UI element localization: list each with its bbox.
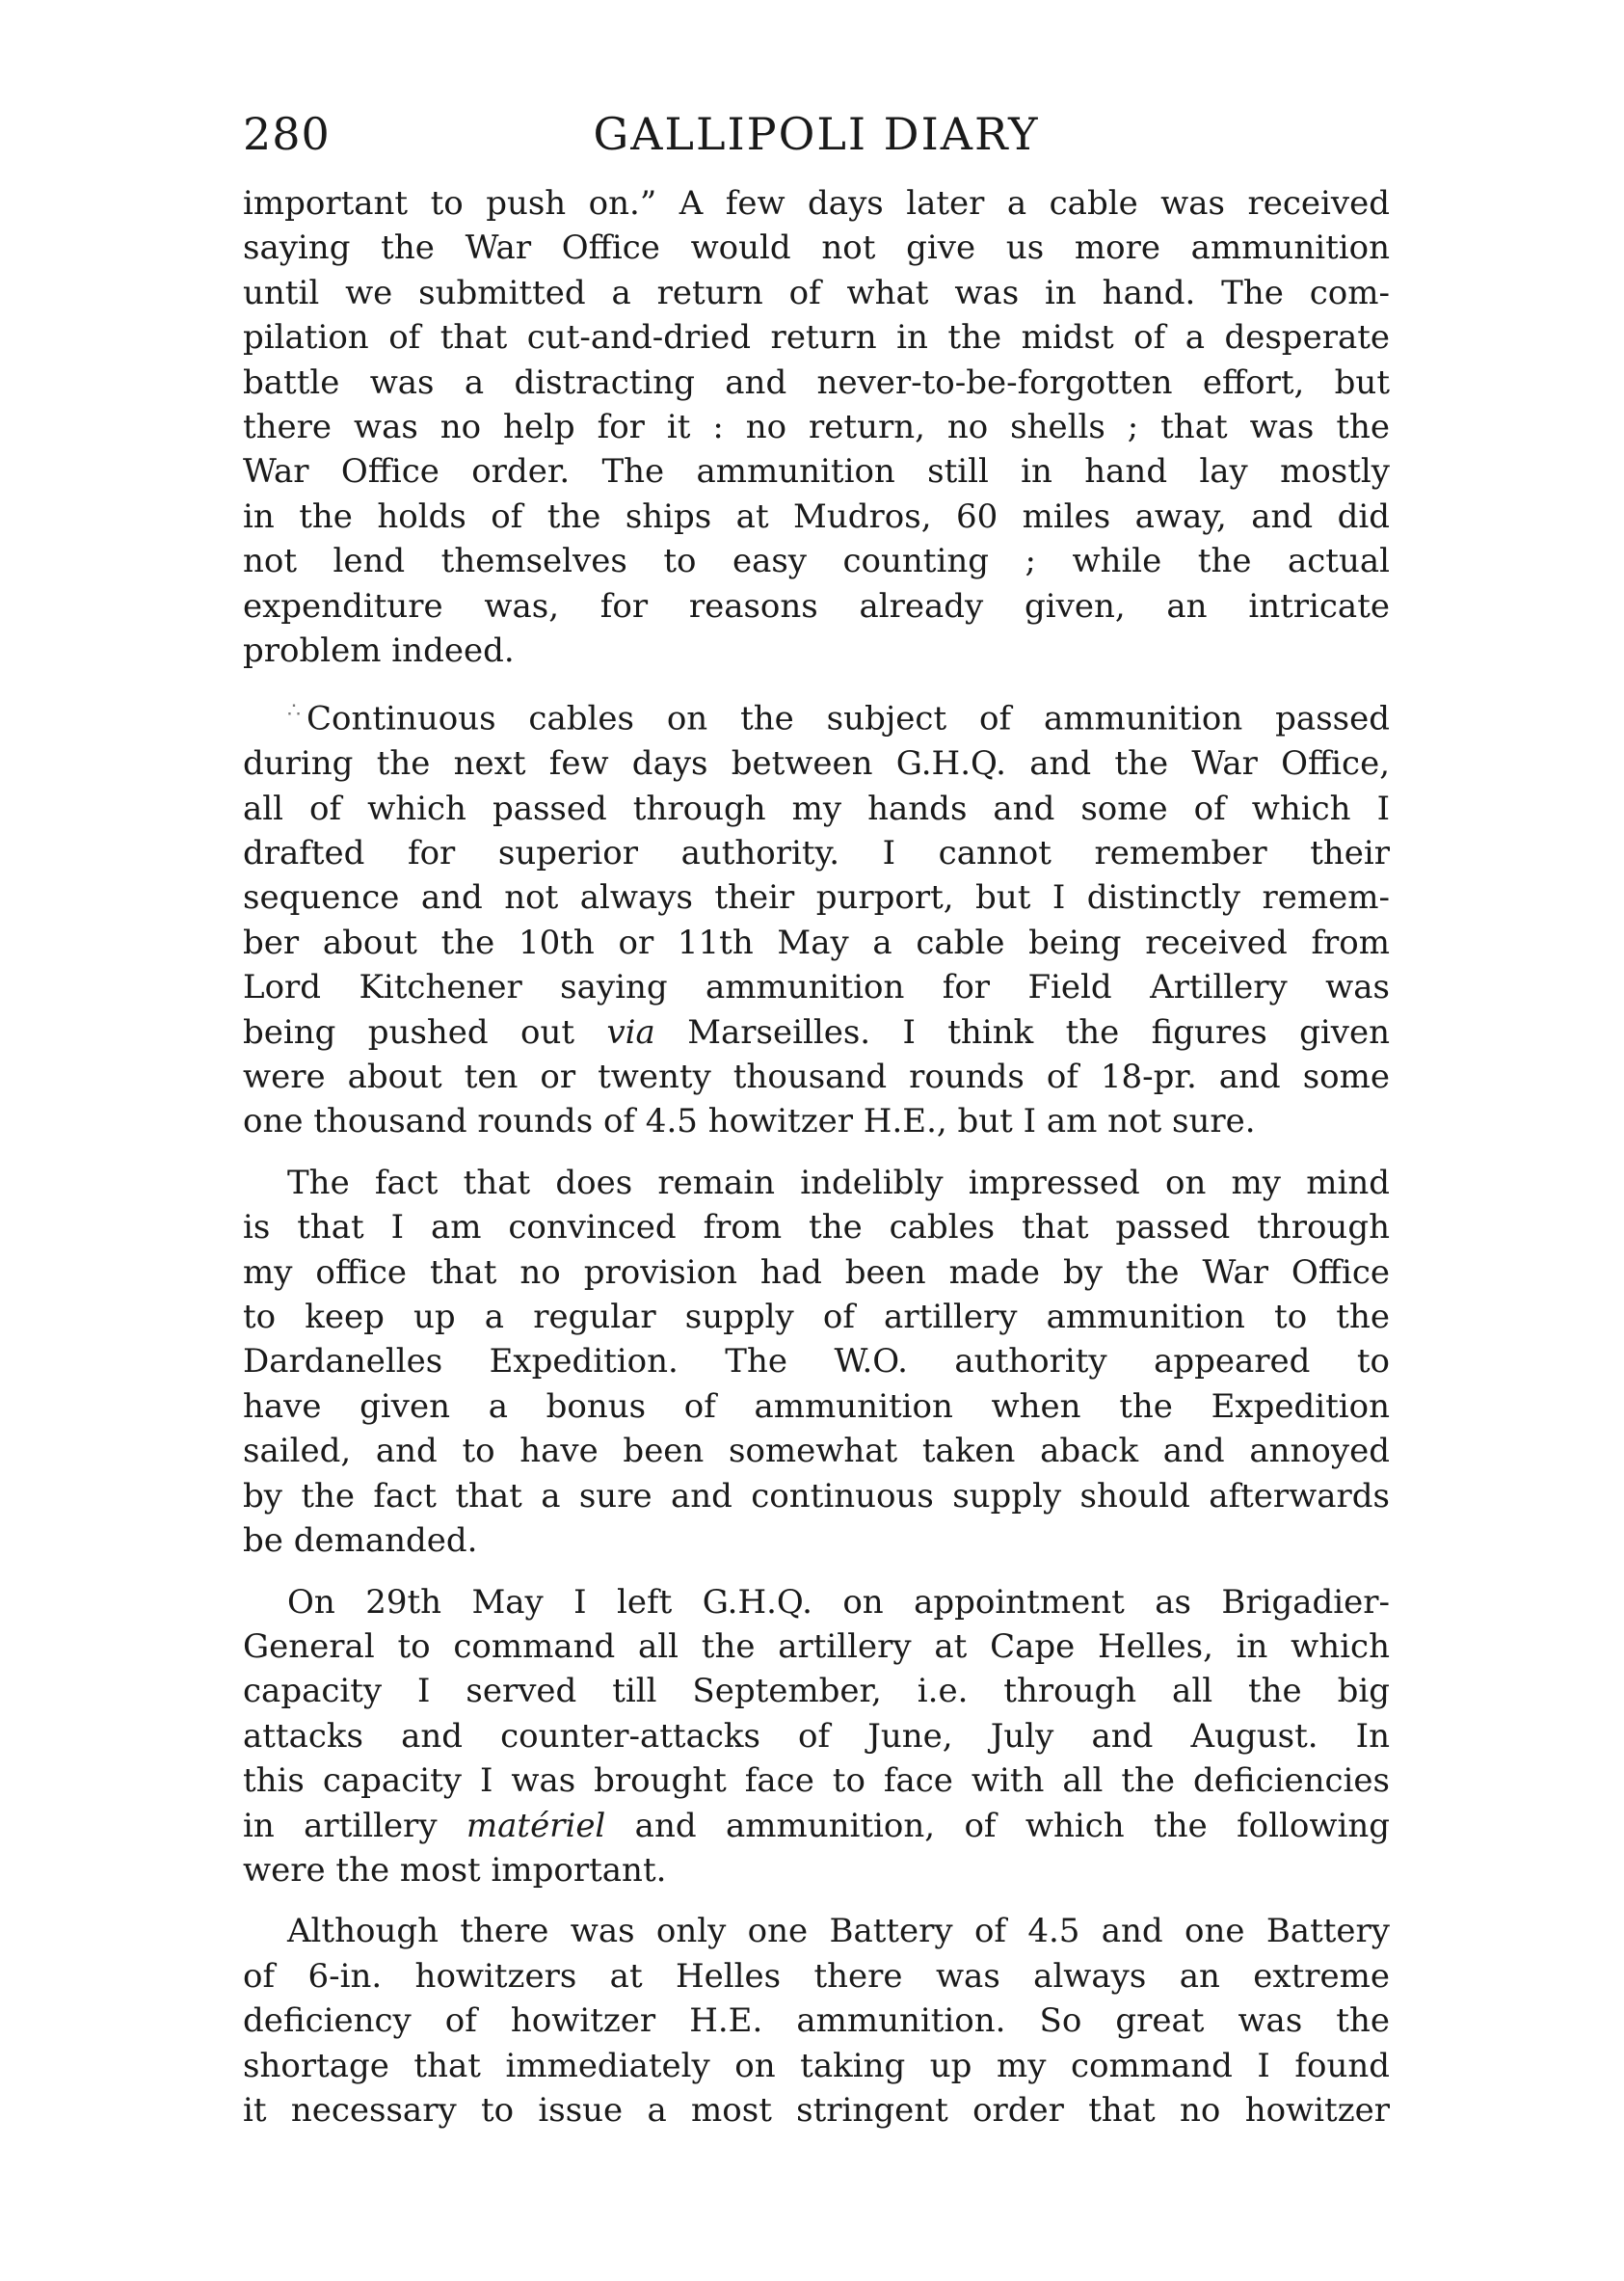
text-line: have given a bonus of ammunition when the Expedition: [243, 1386, 1390, 1426]
text-line: important to push on.” A few days later a cable was received: [243, 184, 1390, 223]
text-line: being pushed out via Marseilles. I think the figures given: [243, 1012, 1391, 1052]
paragraph-4: [243, 1580, 1390, 1893]
page-number: 280: [243, 108, 331, 160]
text-line: problem indeed.: [243, 631, 515, 671]
text-line: one thousand rounds of 4.5 howitzer H.E., but I am not sure.: [243, 1102, 1256, 1141]
text-line: [243, 689, 1390, 741]
paragraph-1: [243, 181, 1390, 673]
text-line: sailed, and to have been somewhat taken aback and annoyed: [243, 1432, 1390, 1471]
text-line: by the fact that a sure and continuous supply should afterwards: [243, 1476, 1390, 1516]
running-title: GALLIPOLI DIARY: [593, 108, 1040, 160]
text-line: capacity I served till September, i.e. through all the big: [243, 1672, 1390, 1711]
text-line: On 29th May I left G.H.Q. on appointment as Brigadier-: [287, 1582, 1390, 1622]
text-line: ber about the 10th or 11th May a cable being received from: [243, 923, 1390, 962]
text-line: pilation of that cut-and-dried return in the midst of a desperate: [243, 318, 1390, 358]
text-line: is that I am convinced from the cables that passed through: [243, 1208, 1390, 1248]
text-line: of 6-in. howitzers at Helles there was always an extreme: [243, 1956, 1390, 1996]
text-line: The fact that does remain indelibly impressed on my mind: [287, 1163, 1390, 1202]
text-line: shortage that immediately on taking up my command I found: [243, 2046, 1390, 2085]
text-line: were the most important.: [243, 1850, 667, 1890]
body-text: [243, 181, 1390, 2133]
text-line: drafted for superior authority. I cannot remember their: [243, 834, 1390, 873]
text-line: sequence and not always their purport, but I distinctly remem-: [243, 878, 1390, 918]
text-line: be demanded.: [243, 1521, 478, 1561]
text-line: all of which passed through my hands and some of which I: [243, 789, 1390, 828]
text-line: it necessary to issue a most stringent order that no howitzer: [243, 2090, 1390, 2130]
text-line-content: Continuous cables on the subject of ammunition passed: [306, 699, 1390, 738]
italic-word: via: [606, 1012, 655, 1052]
text-line: saying the War Office would not give us more ammunition: [243, 228, 1390, 268]
text-line: to keep up a regular supply of artillery ammunition to the: [243, 1298, 1390, 1337]
paragraph-5: [243, 1909, 1390, 2133]
text-line: General to command all the artillery at Cape Helles, in which: [243, 1626, 1390, 1666]
text-line: this capacity I was brought face to face with all the deficiencies: [243, 1761, 1390, 1801]
page-header: [243, 108, 1390, 181]
text-line: my office that no provision had been made by the War Office: [243, 1252, 1390, 1292]
text-line: during the next few days between G.H.Q. and the War Office,: [243, 744, 1390, 784]
text-line: were about ten or twenty thousand rounds of 18-pr. and some: [243, 1058, 1390, 1097]
text-line: Dardanelles Expedition. The W.O. authority appeared to: [243, 1342, 1390, 1382]
text-line: attacks and counter-attacks of June, July and August. In: [243, 1716, 1390, 1756]
text-line: battle was a distracting and never-to-be-forgotten effort, but: [243, 362, 1390, 402]
text-line: Lord Kitchener saying ammunition for Field Artillery was: [243, 968, 1390, 1007]
text-line: expenditure was, for reasons already given, an intricate: [243, 586, 1390, 626]
paragraph-3: [243, 1161, 1390, 1564]
book-page: [243, 108, 1390, 2149]
italic-word: matériel: [466, 1806, 606, 1845]
text-line: in the holds of the ships at Mudros, 60 miles away, and did: [243, 496, 1390, 536]
paragraph-2: [243, 689, 1390, 1143]
text-line: in artillery matériel and ammunition, of which the following: [243, 1806, 1390, 1845]
text-line: until we submitted a return of what was in hand. The com-: [243, 273, 1390, 312]
text-line: War Office order. The ammunition still in hand lay mostly: [243, 452, 1390, 492]
text-line: Although there was only one Battery of 4.5 and one Battery: [287, 1912, 1390, 1951]
text-line: not lend themselves to easy counting ; while the actual: [243, 542, 1390, 581]
text-line: deficiency of howitzer H.E. ammunition. So great was the: [243, 2001, 1390, 2041]
text-line: there was no help for it : no return, no shells ; that was the: [243, 408, 1390, 447]
stray-ink-mark: ∴: [287, 699, 301, 724]
